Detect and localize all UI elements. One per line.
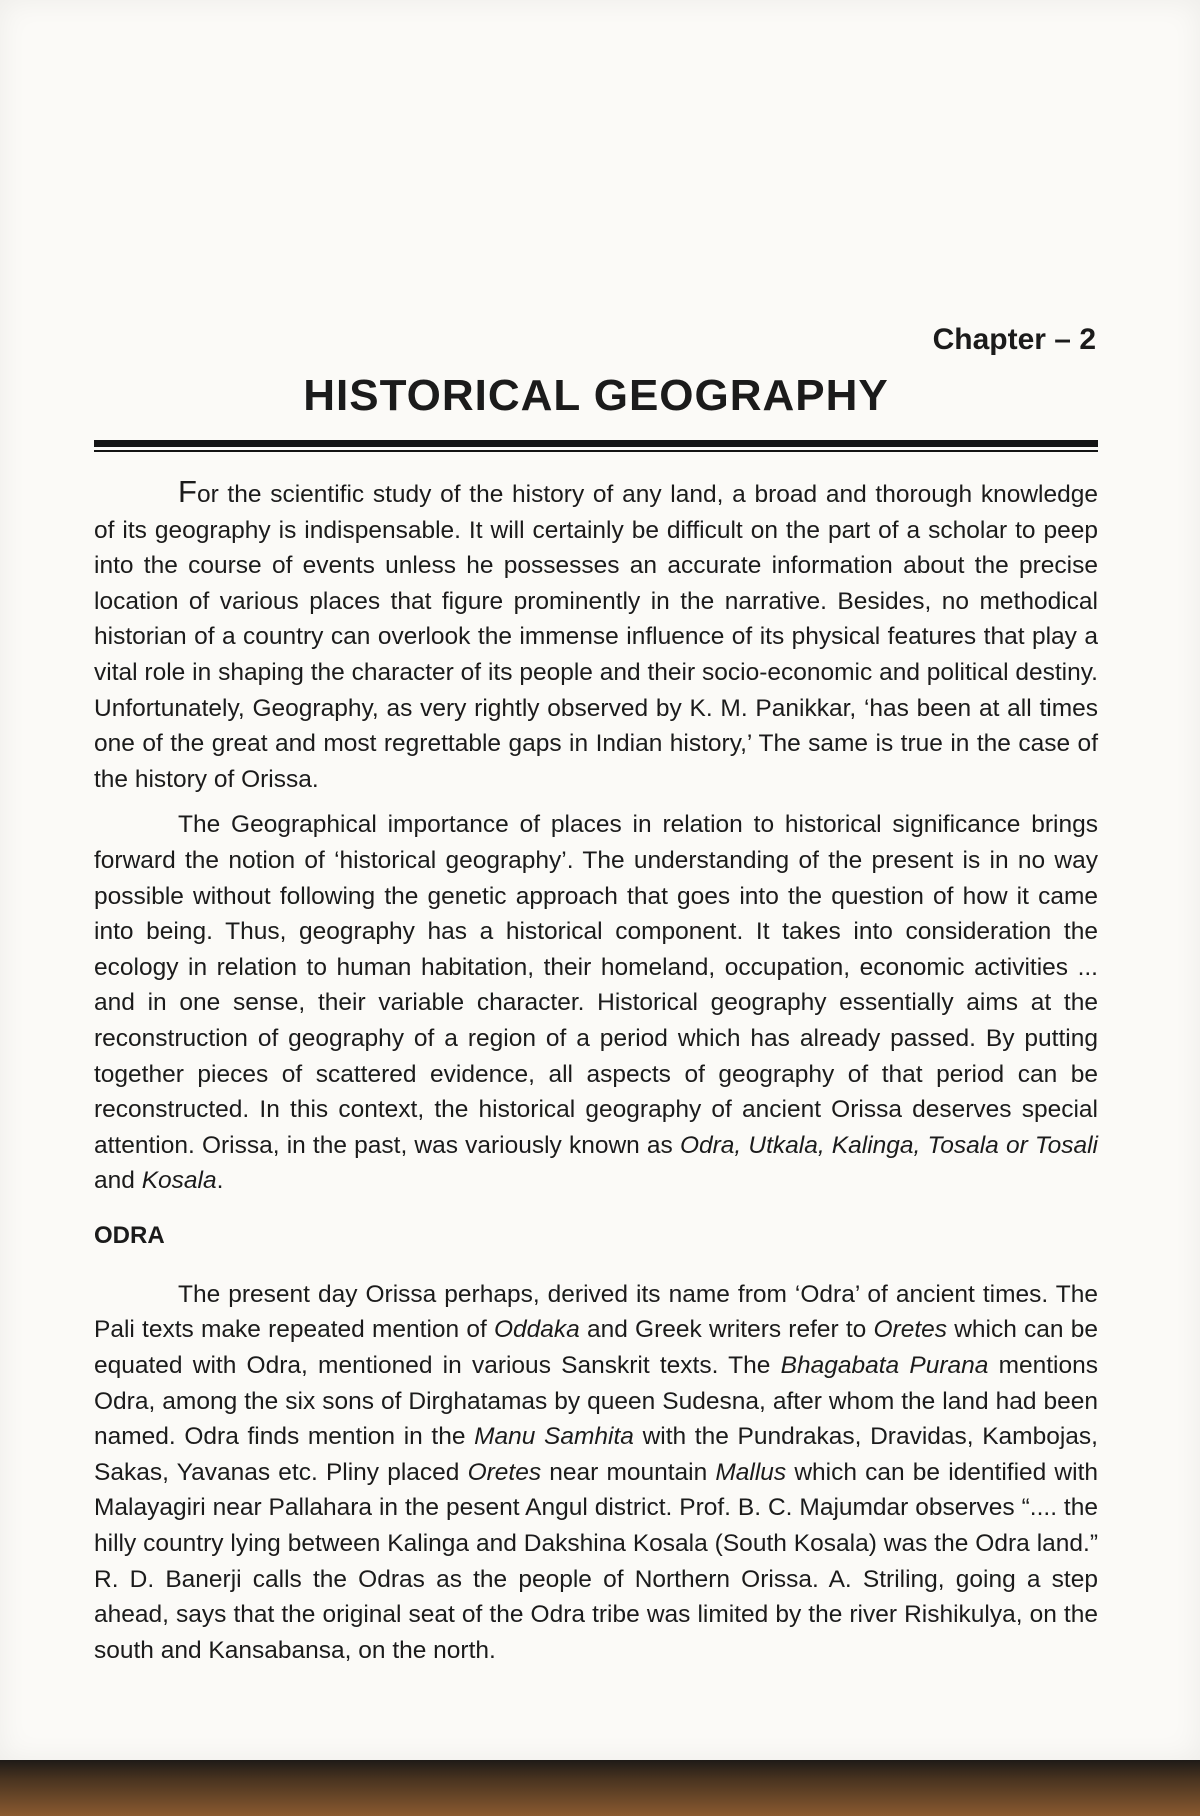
title-rule-thick	[94, 440, 1098, 447]
paragraph-historical-geography	[94, 807, 1098, 1199]
chapter-title: HISTORICAL GEOGRAPHY	[303, 371, 889, 420]
chapter-label: Chapter – 2	[932, 323, 1096, 356]
odra-text-4: mentions Odra, among the six sons of Dirghatamas by queen Sudesna, after whom the land had been named. Odra finds mention in the	[94, 1352, 1099, 1451]
odra-italic-oretes: Oretes	[873, 1316, 948, 1344]
odra-text-7: which can be identified with Malayagiri near Pallahara in the pesent Angul district. Prof. B. C. Majumdar observes “.... the hilly country lying between Kalinga and Dakshina Kosala (South Kosala) was the Odra land.” R. D. Banerji calls the Odras as the people of Northern Orissa. A. Striling, going a step ahead, says that the original seat of the Odra tribe was limited by the river Rishikulya, on the south and Kansabansa, on the north.	[94, 1458, 1098, 1664]
paragraph-2-and: and	[94, 1167, 142, 1195]
odra-text-3: which can be equated with Odra, mentioned in various Sanskrit texts. The	[94, 1316, 1098, 1380]
odra-italic-oretes-2: Oretes	[467, 1458, 542, 1486]
paragraph-2-text: The Geographical importance of places in relation to historical significance brings forward the notion of ‘historical geography’. The understanding of the present is in no way possible without following the genetic approach that goes into the question of how it came into being. Thus, geography has a historical component. It takes into consideration the ecology in relation to human habitation, their homeland, occupation, economic activities ... and in one sense, their variable character. Historical geography essentially aims at the reconstruction of geography of a region of a period which has already passed. By putting together pieces of scattered evidence, all aspects of geography of that period can be reconstructed. In this context, the historical geography of ancient Orissa deserves special attention. Orissa, in the past, was variously known as	[94, 811, 1098, 1159]
ancient-name-kosala: Kosala	[141, 1167, 217, 1195]
page-content	[94, 320, 1098, 1668]
odra-italic-manu: Manu Samhita	[474, 1423, 634, 1451]
table-surface	[0, 1760, 1200, 1816]
section-heading-odra: ODRA	[94, 1221, 165, 1249]
odra-text-2: and Greek writers refer to	[579, 1316, 874, 1344]
odra-italic-mallus: Mallus	[715, 1458, 787, 1486]
odra-italic-oddaka: Oddaka	[493, 1316, 580, 1344]
odra-text-6: near mountain	[541, 1458, 716, 1486]
paragraph-odra	[94, 1277, 1098, 1669]
paragraph-intro	[94, 474, 1098, 797]
paragraph-intro-text: or the scientific study of the history of any land, a broad and thorough knowledge of its geography is indispensable. It will certainly be difficult on the part of a scholar to peep into the course of events unless he possesses an accurate information about the precise location of various places that figure prominently in the narrative. Besides, no methodical historian of a country can overlook the immense influence of its physical features that play a vital role in shaping the character of its people and their socio-economic and political destiny. Unfortunately, Geography, as very rightly observed by K. M. Panikkar, ‘has been at all times one of the great and most regrettable gaps in Indian history,’ The same is true in the case of the history of Orissa.	[94, 481, 1098, 793]
title-rule-thin	[94, 450, 1098, 452]
drop-initial: F	[178, 474, 197, 509]
odra-italic-bhagabata: Bhagabata Purana	[780, 1352, 989, 1380]
odra-text-1: The present day Orissa perhaps, derived its name from ‘Odra’ of ancient times. The Pali texts make repeated mention of	[94, 1280, 1098, 1344]
paragraph-2-end: .	[216, 1167, 224, 1195]
odra-text-5: with the Pundrakas, Dravidas, Kambojas, Sakas, Yavanas etc. Pliny placed	[94, 1423, 1098, 1486]
ancient-names: Odra, Utkala, Kalinga, Tosala or Tosali	[679, 1131, 1098, 1159]
